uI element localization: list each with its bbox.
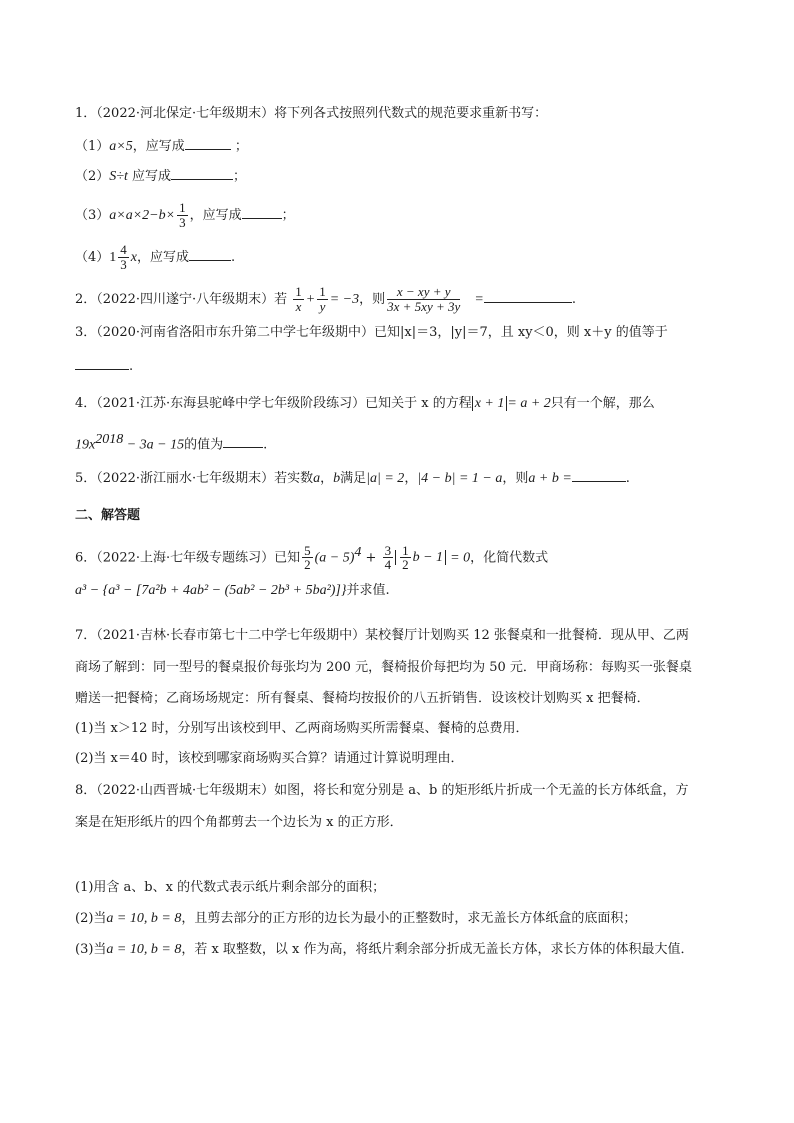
q4-expr: 19x bbox=[75, 437, 96, 453]
q7-sub2: (2)当 x＝40 时，该校到哪家商场购买合算？请通过计算说明理由． bbox=[75, 751, 464, 766]
q1-part4: （4）1 $\frac{4}{3}$ x，应写成 . bbox=[75, 242, 236, 272]
q3-line1: 3．（2020·河南省洛阳市东升第二中学七年级期中）已知|x|＝3，|y|＝7，且 xy＜0，则 x＋y 的值等于 bbox=[75, 325, 668, 340]
q4-tail: 只有一个解，那么 bbox=[550, 396, 655, 411]
q8-sub2: (2)当a = 10, b = 8，且剪去部分的正方形的边长为最小的正整数时，求无盖长方体纸盒的底面积； bbox=[75, 911, 637, 926]
q8-sub2-cond: a = 10, b = 8 bbox=[106, 911, 182, 926]
q1-part3: （3）a×a×2−b× $\frac{1}{3}$ ，应写成 ； bbox=[75, 200, 295, 230]
q2-after: = bbox=[474, 292, 484, 307]
q5-then: ，则 bbox=[502, 471, 529, 486]
q6-eq: = 0 bbox=[450, 550, 471, 566]
q6-tail: ，化简代数式 bbox=[470, 550, 549, 566]
q1-part4-label: （4） bbox=[75, 250, 110, 265]
q4-stem: 4．（2021·江苏·东海县驼峰中学七年级阶段练习）已知关于 x 的方程 bbox=[75, 396, 472, 411]
q6-part1: (a − 5) bbox=[314, 550, 355, 566]
q5-expr: a + b = bbox=[528, 471, 572, 486]
q3-line2: . bbox=[75, 357, 133, 376]
q8-sub1: (1)用含 a、b、x 的代数式表示纸片剩余部分的面积； bbox=[75, 880, 386, 895]
q8-sub3: (3)当a = 10, b = 8，若 x 取整数，以 x 作为高，将纸片剩余部分折成无盖长方体，求长方体的体积最大值． bbox=[75, 942, 694, 957]
q1-part3-fraction: $\frac{1}{3}$ bbox=[179, 200, 186, 230]
q1-part2-tail: 应写成 bbox=[127, 169, 171, 184]
q4-rhs: = a + 2 bbox=[507, 396, 551, 411]
q2-frac-1x: $\frac{1}{x}$ bbox=[295, 284, 302, 314]
q5: 5．（2022·浙江丽水·七年级期末）若实数a，b满足|a| = 2，|4 − b| = 1 − a，则a + b = . bbox=[75, 471, 630, 486]
q1-part4-whole: 1 bbox=[109, 250, 117, 265]
q1-part2-label: （2） bbox=[75, 169, 110, 184]
q2-frac-1y: $\frac{1}{y}$ bbox=[319, 284, 326, 314]
q1-part1-label: （1） bbox=[75, 139, 110, 154]
q6-line2 bbox=[75, 582, 390, 600]
q5-b: b bbox=[333, 471, 341, 486]
q5-a: a bbox=[313, 471, 321, 486]
q2-plus: + bbox=[305, 292, 316, 307]
q1-part1-expr: a×5 bbox=[109, 139, 133, 154]
q7-line1: 7．（2021·吉林·长春市第七十二中学七年级期中）某校餐厅计划购买 12 张餐桌和一批餐椅．现从甲、乙两 bbox=[75, 628, 689, 643]
q2-frac-main: $\frac{x - xy + y}{3x + 5xy + 3y}$ bbox=[387, 284, 461, 314]
q5-cond2: |4 − b| = 1 − a bbox=[417, 471, 503, 486]
q5-sep: ， bbox=[320, 471, 334, 486]
section-title: 二、解答题 bbox=[75, 508, 141, 523]
q7-line2: 商场了解到：同一型号的餐桌报价每张均为 200 元，餐椅报价每把均为 50 元．甲商场称：每购买一张餐桌 bbox=[75, 660, 692, 675]
q6-stem: 6．（2022·上海·七年级专题练习）已知 bbox=[75, 550, 301, 566]
q1-part4-tail: ，应写成 bbox=[137, 250, 190, 265]
q8-line2: 案是在矩形纸片的四个角都剪去一个边长为 x 的正方形． bbox=[75, 815, 403, 830]
q1-part1: （1）a×5，应写成 ； bbox=[75, 139, 248, 154]
q2: 2．（2022·四川遂宁·八年级期末）若 $\frac{1}{x}$ + $\frac{1}{y}$ = −3，则 $\frac{x - xy + y}{3x + 5xy + 3y}$ = . bbox=[75, 284, 576, 314]
q4-exponent: 2018 bbox=[95, 432, 124, 447]
q1-part2-blank[interactable] bbox=[171, 167, 233, 180]
q4-blank[interactable] bbox=[223, 435, 263, 448]
q5-mid: 满足 bbox=[340, 471, 367, 486]
q1-part3-tail: ，应写成 bbox=[189, 208, 242, 223]
q2-eq: = −3 bbox=[329, 292, 360, 307]
q1-part3-label: （3） bbox=[75, 208, 110, 223]
q8-sub3-cond: a = 10, b = 8 bbox=[106, 942, 182, 957]
q3-blank[interactable] bbox=[75, 357, 129, 370]
q1-part1-blank[interactable] bbox=[185, 137, 231, 150]
q2-blank[interactable] bbox=[484, 290, 572, 303]
q4-tail2: 的值为 bbox=[184, 437, 224, 453]
q1-part3-blank[interactable] bbox=[242, 206, 282, 219]
q6-expression: a³ − {a³ − [7a²b + 4ab² − (5ab² − 2b³ + 5ba²)]} bbox=[75, 583, 347, 598]
q1-stem: 1．（2022·河北保定·七年级期末）将下列各式按照列代数式的规范要求重新书写： bbox=[75, 106, 548, 121]
q5-blank[interactable] bbox=[572, 469, 626, 482]
q4-expr-rest: − 3a − 15 bbox=[123, 437, 185, 453]
q1-part1-tail: ，应写成 bbox=[132, 139, 185, 154]
q2-stem: 2．（2022·四川遂宁·八年级期末）若 bbox=[75, 292, 288, 307]
q6-frac-52: $\frac{5}{2}$ bbox=[304, 542, 311, 573]
q2-mid: ，则 bbox=[359, 292, 386, 307]
q6-abs: $\frac{1}{2}$ b − 1 bbox=[395, 550, 446, 565]
q7-sub1: (1)当 x＞12 时，分别写出该校到甲、乙两商场购买所需餐桌、餐椅的总费用． bbox=[75, 721, 529, 736]
q1-part4-blank[interactable] bbox=[189, 248, 231, 261]
q1-part2-expr: S÷t bbox=[109, 169, 128, 184]
q5-stem: 5．（2022·浙江丽水·七年级期末）若实数 bbox=[75, 471, 314, 486]
q4-line1 bbox=[75, 395, 655, 413]
q6-expr-tail: 并求值. bbox=[346, 583, 390, 598]
q6-line1: 6．（2022·上海·七年级专题练习）已知 $\frac{5}{2}$ $(a - 5)^4$ + $\frac{3}{4}$ $\frac{1}{2}$ b − 1 = 0，化简代数式 bbox=[75, 542, 549, 573]
q7-line3: 赠送一把餐椅；乙商场场规定：所有餐桌、餐椅均按报价的八五折销售．设该校计划购买 x 把餐椅． bbox=[75, 691, 650, 706]
q5-cond1: |a| = 2 bbox=[366, 471, 405, 486]
q4-line2: $19x^{2018} - 3a - 15$的值为 . bbox=[75, 432, 268, 453]
q1-part4-var: x bbox=[130, 250, 137, 265]
q1-part2: （2）S÷t 应写成 ； bbox=[75, 169, 247, 184]
q1-part4-fraction: $\frac{4}{3}$ bbox=[120, 242, 127, 272]
q8-line1: 8．（2022·山西晋城·七年级期末）如图，将长和宽分别是 a、b 的矩形纸片折成一个无盖的长方体纸盒，方 bbox=[75, 783, 689, 798]
q1-part3-expr: a×a×2−b× bbox=[109, 208, 176, 223]
q4-abs: x + 1 bbox=[472, 396, 508, 411]
q6-frac-34: $\frac{3}{4}$ bbox=[384, 542, 392, 573]
